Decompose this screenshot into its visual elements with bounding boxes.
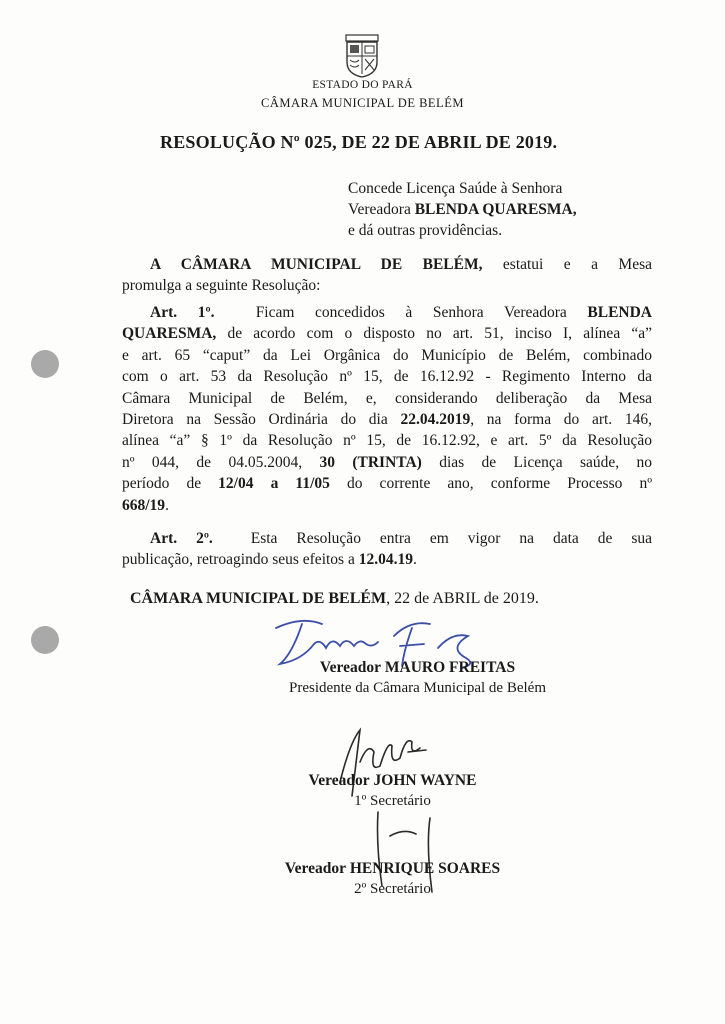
signatory-3-name: Vereador HENRIQUE SOARES — [284, 860, 501, 877]
article-1-label: Art. 1º. — [150, 304, 215, 321]
honoree-name: BLENDA QUARESMA, — [414, 201, 577, 218]
coat-of-arms-emblem — [345, 34, 379, 78]
signatory-2-role: 1º Secretário — [354, 793, 431, 809]
punch-hole — [31, 626, 59, 654]
ementa — [348, 178, 678, 241]
preamble-line-1: A CÂMARA MUNICIPAL DE BELÉM, estatui e a Mesa — [150, 256, 652, 273]
signatory-2-name: Vereador JOHN WAYNE — [308, 772, 477, 789]
resolution-title: RESOLUÇÃO Nº 025, DE 22 DE ABRIL DE 2019. — [160, 132, 558, 152]
closing-date-line: CÂMARA MUNICIPAL DE BELÉM, 22 de ABRIL de 2019. — [130, 590, 539, 607]
preamble — [122, 254, 652, 297]
state-name: ESTADO DO PARÁ — [312, 79, 413, 91]
signatory-1-role: Presidente da Câmara Municipal de Belém — [289, 680, 546, 696]
signatory-2 — [0, 770, 725, 812]
article-2-label: Art. 2º. — [150, 530, 213, 547]
signatory-3 — [0, 858, 725, 900]
punch-hole — [31, 350, 59, 378]
ementa-line-3: e dá outras providências. — [348, 222, 503, 239]
ementa-line-1: Concede Licença Saúde à Senhora — [348, 180, 563, 197]
signatory-3-role: 2º Secretário — [354, 881, 431, 897]
article-1: Art. 1º. Ficam concedidos à Senhora Vereadora BLENDA QUARESMA, de acordo com o disposto no art. 51, inciso I, alínea “a” e art. 65 “caput” da Lei Orgânica do Município de Belém, combinado com o art. 53 da Resolução nº 15, de 16.12.92 - Regimento Interno da Câmara Municipal de Belém, e, considerando deliberação da Mesa Diretora na Sessão Ordinária do dia 22.04.2019, na forma do art. 146, alínea “a” § 1º da Resolução nº 15, de 16.12.92, e art. 5º da Resolução nº 044, de 04.05.2004, 30 (TRINTA) dias de Licença saúde, no período de 12/04 a 11/05 do corrente ano, conforme Processo nº 668/19. — [122, 304, 653, 514]
signatory-1-name: Vereador MAURO FREITAS — [319, 659, 516, 676]
chamber-name: CÂMARA MUNICIPAL DE BELÉM — [261, 96, 464, 110]
signatory-1 — [0, 657, 725, 699]
ementa-line-2: Vereadora BLENDA QUARESMA, — [348, 201, 577, 218]
preamble-line-2: promulga a seguinte Resolução: — [122, 277, 321, 295]
article-2: Art. 2º. Esta Resolução entra em vigor na data de sua publicação, retroagindo seus efeitos a 12.04.19. — [122, 530, 653, 569]
